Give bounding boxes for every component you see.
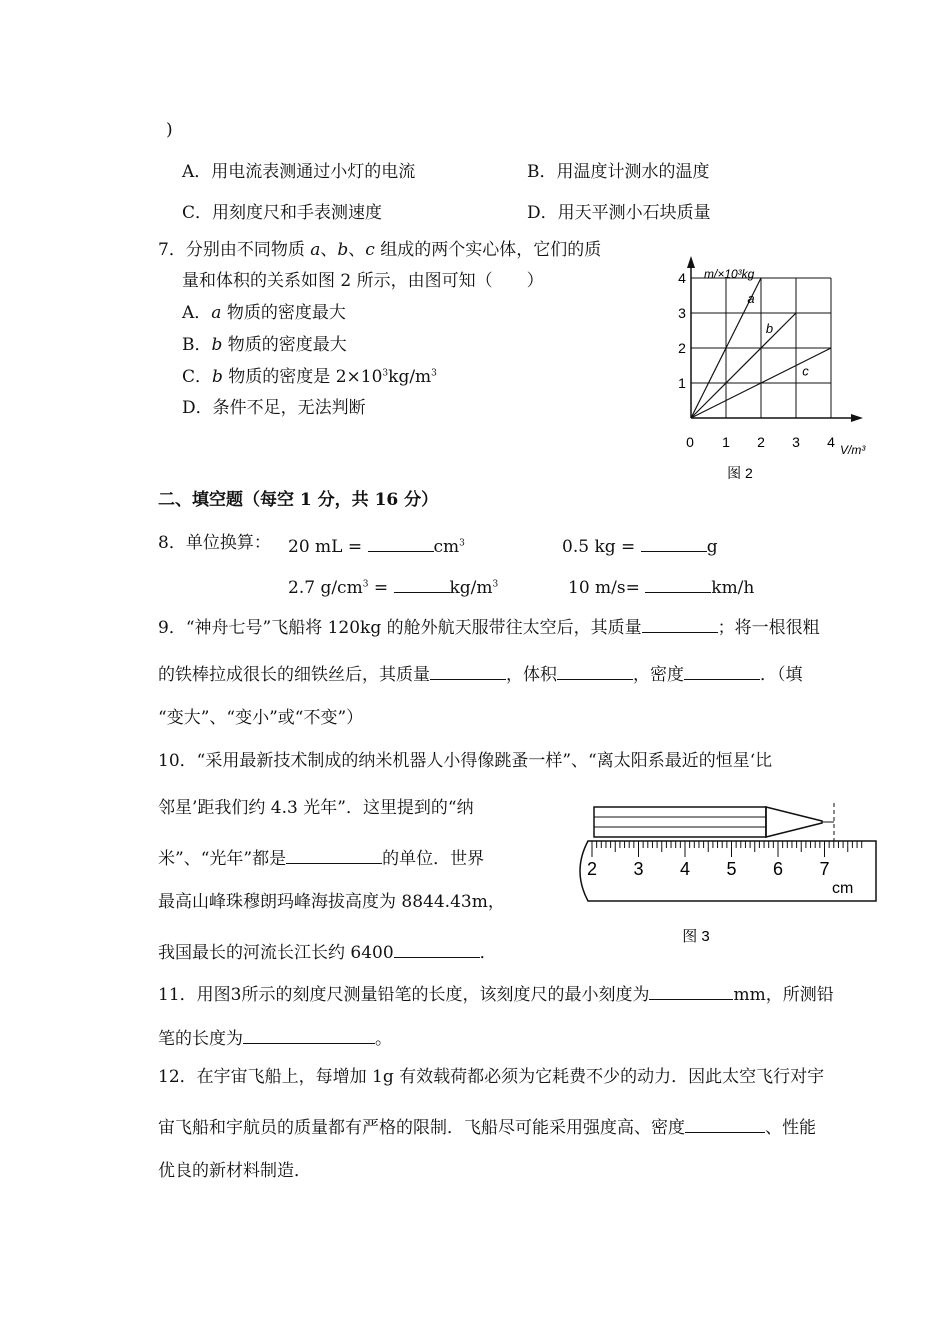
ruler-number: 2 (586, 859, 598, 879)
x-tick-label: 4 (827, 434, 835, 450)
q7-option-d: D．条件不足，无法判断 (182, 398, 366, 418)
q10-line2: 邻星’距我们约 4.3 光年”．这里提到的“纳 (158, 798, 474, 818)
ruler-number: 5 (726, 859, 737, 879)
q8-item4: 10 m/s= km/h (568, 578, 755, 598)
q11-line2: 笔的长度为 。 (158, 1029, 392, 1049)
q10-line5: 我国最长的河流长江长约 6400 ． (158, 943, 497, 963)
series-label-b: b (765, 321, 774, 337)
pencil (594, 803, 834, 841)
ruler-number: 7 (819, 859, 830, 879)
series-label-c: c (802, 363, 809, 379)
q9-line1: 9．“神舟七号”飞船将 120kg 的舱外航天服带往太空后，其质量 ；将一根很粗 (158, 618, 820, 638)
figure3-caption: 图 3 (682, 928, 710, 945)
q10-line4: 最高山峰珠穆朗玛峰海拔高度为 8844.43m， (158, 892, 505, 912)
y-tick-label: 2 (678, 340, 686, 356)
y-tick-label: 3 (678, 305, 686, 321)
ruler-number: 6 (772, 859, 784, 879)
q12-line2: 宙飞船和宇航员的质量都有严格的限制．飞船尽可能采用强度高、密度 、性能 (158, 1118, 816, 1138)
figure2-y-axis-label: m/×10³kg (704, 267, 755, 281)
q7-line1: 7．分别由不同物质 a、b、c 组成的两个实心体，它们的质 (158, 240, 602, 260)
q9-line3: “变大”、“变小”或“不变”） (158, 708, 364, 728)
q10-line1: 10．“采用最新技术制成的纳米机器人小得像跳蚤一样”、“离太阳系最近的恒星‘比 (158, 751, 773, 771)
q7-option-c: C．b 物质的密度是 $2\times 10^3kg/m^3$ (182, 367, 437, 387)
figure2-chart (660, 250, 890, 490)
ruler-number: 4 (679, 859, 691, 879)
figure2-caption: 图 2 (727, 465, 753, 481)
q8-item2: 0.5 kg = g (562, 537, 718, 557)
ruler-number: 3 (633, 859, 644, 879)
section2-heading: 二、填空题（每空 1 分，共 16 分） (158, 490, 439, 510)
figure2-x-arrow (851, 414, 863, 422)
q6-option-d: D．用天平测小石块质量 (527, 203, 711, 223)
q6-option-c: C．用刻度尺和手表测速度 (182, 203, 383, 223)
q7-option-b: B．b 物质的密度最大 (182, 335, 347, 355)
q8-item3: 2.7 $g/cm^3 = kg/m^3$ (288, 578, 499, 598)
figure3-ruler-figure (570, 795, 890, 955)
q8-item1: 20 mL = $cm^3$ (288, 537, 465, 557)
figure2-x-axis-label: V/m³ (840, 443, 866, 457)
q11-line1: 11．用图3所示的刻度尺测量铅笔的长度，该刻度尺的最小刻度为 mm，所测铅 (158, 985, 834, 1005)
q8-label: 8．单位换算： (158, 533, 271, 553)
q6-tail: ) (166, 120, 173, 140)
q6-option-a: A．用电流表测通过小灯的电流 (182, 162, 416, 182)
y-tick-label: 1 (678, 375, 686, 391)
q10-line3: 米”、“光年”都是 的单位．世界 (158, 849, 485, 869)
x-tick-label: 1 (722, 434, 730, 450)
ruler-unit: cm (832, 880, 854, 897)
q12-line3: 优良的新材料制造． (158, 1161, 311, 1181)
series-line-b (691, 313, 796, 418)
q9-line2: 的铁棒拉成很长的细铁丝后，其质量 ，体积 ，密度 ．（填 (158, 665, 803, 685)
x-tick-label: 2 (757, 434, 765, 450)
y-tick-label: 4 (678, 270, 686, 286)
q7-option-a: A．a 物质的密度最大 (182, 303, 346, 323)
figure2-origin: 0 (686, 434, 694, 450)
q12-line1: 12．在宇宙飞船上，每增加 1g 有效载荷都必须为它耗费不少的动力．因此太空飞行对宇 (158, 1067, 825, 1087)
x-tick-label: 3 (792, 434, 800, 450)
figure2-y-arrow (687, 256, 695, 268)
q7-line2: 量和体积的关系如图 2 所示，由图可知（ ） (182, 271, 544, 291)
series-label-a: a (747, 291, 755, 307)
q6-option-b: B．用温度计测水的温度 (527, 162, 710, 182)
